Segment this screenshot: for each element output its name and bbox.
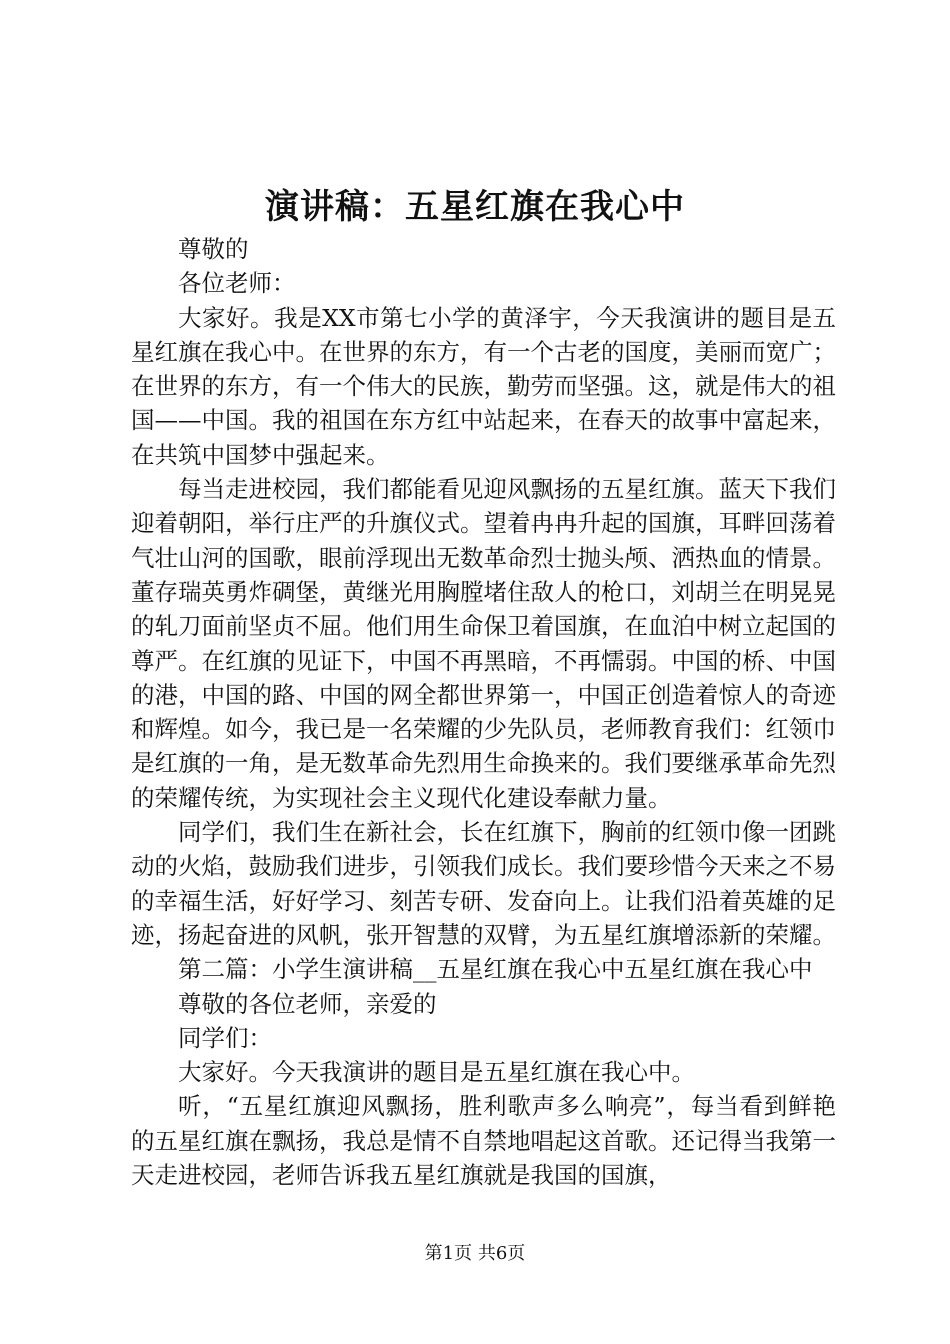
paragraph-second-intro: 大家好。今天我演讲的题目是五星红旗在我心中。	[178, 1058, 695, 1087]
paragraph-salutation: 尊敬的	[178, 235, 249, 263]
document-title: 演讲稿：五星红旗在我心中	[265, 187, 685, 227]
paragraph-second-addressee: 同学们：	[178, 1023, 272, 1052]
paragraph-addressee: 各位老师：	[178, 269, 296, 298]
paragraph-second-article-heading: 第二篇：小学生演讲稿__五星红旗在我心中五星红旗在我心中	[178, 955, 813, 984]
paragraph-classmates: 同学们，我们生在新社会，长在红旗下，胸前的红领巾像一团跳动的火焰，鼓励我们进步，引领我们成长。我们要珍惜今天来之不易的幸福生活，好好学习、刻苦专研、发奋向上。让我们沿着英雄的足迹，扬起奋进的风帆，张开智慧的双臂，为五星红旗增添新的荣耀。	[131, 818, 836, 949]
paragraph-second-salutation: 尊敬的各位老师，亲爱的	[178, 989, 437, 1018]
document-body	[131, 232, 836, 1192]
paragraph-second-body: 听，“五星红旗迎风飘扬，胜利歌声多么响亮”，每当看到鲜艳的五星红旗在飘扬，我总是情不自禁地唱起这首歌。还记得当我第一天走进校园，老师告诉我五星红旗就是我国的国旗，	[131, 1092, 836, 1190]
paragraph-campus-flag: 每当走进校园，我们都能看见迎风飘扬的五星红旗。蓝天下我们迎着朝阳，举行庄严的升旗仪式。望着冉冉升起的国旗，耳畔回荡着气壮山河的国歌，眼前浮现出无数革命烈士抛头颅、洒热血的情景。董存瑞英勇炸碉堡，黄继光用胸膛堵住敌人的枪口，刘胡兰在明晃晃的轧刀面前坚贞不屈。他们用生命保卫着国旗，在血泊中树立起国的尊严。在红旗的见证下，中国不再黑暗，不再懦弱。中国的桥、中国的港，中国的路、中国的网全都世界第一，中国正创造着惊人的奇迹和辉煌。如今，我已是一名荣耀的少先队员，老师教育我们：红领巾是红旗的一角，是无数革命先烈用生命换来的。我们要继承革命先烈的荣耀传统，为实现社会主义现代化建设奉献力量。	[131, 475, 836, 812]
page-number-footer: 第1页 共6页	[424, 1243, 526, 1264]
paragraph-intro: 大家好。我是XX市第七小学的黄泽宇，今天我演讲的题目是五星红旗在我心中。在世界的东方，有一个古老的国度，美丽而宽广；在世界的东方，有一个伟大的民族，勤劳而坚强。这，就是伟大的祖国——中国。我的祖国在东方红中站起来，在春天的故事中富起来，在共筑中国梦中强起来。	[131, 303, 836, 469]
